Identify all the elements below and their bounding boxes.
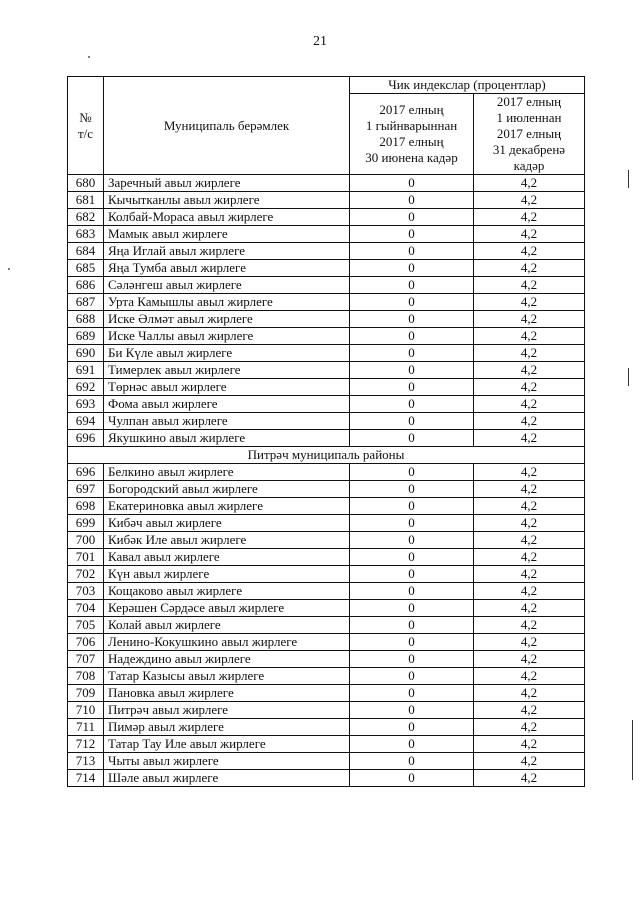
table-row [68, 481, 585, 498]
row-number: 708 [68, 668, 104, 685]
table-row [68, 634, 585, 651]
row-index-second-half: 4,2 [474, 532, 585, 549]
scan-margin-mark [632, 720, 633, 780]
header-number-symbol: № [79, 109, 92, 125]
row-index-second-half: 4,2 [474, 464, 585, 481]
table-row [68, 311, 585, 328]
table-row [68, 464, 585, 481]
table-row [68, 651, 585, 668]
table-row [68, 668, 585, 685]
row-index-first-half: 0 [350, 532, 474, 549]
table-row [68, 379, 585, 396]
row-municipality: Пимәр авыл жирлеге [104, 719, 350, 736]
header-number [68, 77, 104, 175]
row-index-second-half: 4,2 [474, 583, 585, 600]
indices-table [67, 76, 585, 787]
row-municipality: Кычытканлы авыл жирлеге [104, 192, 350, 209]
row-number: 696 [68, 464, 104, 481]
row-number: 686 [68, 277, 104, 294]
row-index-second-half: 4,2 [474, 770, 585, 787]
row-number: 696 [68, 430, 104, 447]
row-index-second-half: 4,2 [474, 498, 585, 515]
row-number: 689 [68, 328, 104, 345]
row-municipality: Урта Камышлы авыл жирлеге [104, 294, 350, 311]
row-number: 684 [68, 243, 104, 260]
row-municipality: Ленино-Кокушкино авыл жирлеге [104, 634, 350, 651]
period2-line: 2017 елның [496, 126, 562, 141]
row-number: 693 [68, 396, 104, 413]
row-number: 698 [68, 498, 104, 515]
row-number: 707 [68, 651, 104, 668]
table-row [68, 209, 585, 226]
row-index-second-half: 4,2 [474, 175, 585, 192]
scan-margin-mark [628, 368, 629, 386]
row-number: 710 [68, 702, 104, 719]
period1-line: 1 гыйнварыннан [365, 118, 458, 133]
table-body-first [68, 175, 585, 447]
row-index-second-half: 4,2 [474, 566, 585, 583]
row-index-second-half: 4,2 [474, 753, 585, 770]
row-index-second-half: 4,2 [474, 702, 585, 719]
row-index-first-half: 0 [350, 413, 474, 430]
row-index-first-half: 0 [350, 651, 474, 668]
row-index-second-half: 4,2 [474, 328, 585, 345]
row-index-first-half: 0 [350, 736, 474, 753]
row-index-first-half: 0 [350, 311, 474, 328]
row-municipality: Питрәч авыл жирлеге [104, 702, 350, 719]
row-municipality: Шәле авыл жирлеге [104, 770, 350, 787]
table-row [68, 294, 585, 311]
row-index-second-half: 4,2 [474, 396, 585, 413]
table-row [68, 600, 585, 617]
row-index-first-half: 0 [350, 294, 474, 311]
row-number: 714 [68, 770, 104, 787]
table-row [68, 430, 585, 447]
row-index-second-half: 4,2 [474, 481, 585, 498]
row-index-second-half: 4,2 [474, 617, 585, 634]
header-period-second-half [474, 94, 585, 175]
row-municipality: Белкино авыл жирлеге [104, 464, 350, 481]
row-index-second-half: 4,2 [474, 668, 585, 685]
row-number: 709 [68, 685, 104, 702]
table-row [68, 243, 585, 260]
table-row [68, 770, 585, 787]
row-index-second-half: 4,2 [474, 634, 585, 651]
row-municipality: Кощаково авыл жирлеге [104, 583, 350, 600]
row-number: 691 [68, 362, 104, 379]
row-number: 687 [68, 294, 104, 311]
row-municipality: Тимерлек авыл жирлеге [104, 362, 350, 379]
row-number: 711 [68, 719, 104, 736]
row-number: 705 [68, 617, 104, 634]
row-municipality: Татар Казысы авыл жирлеге [104, 668, 350, 685]
row-number: 690 [68, 345, 104, 362]
row-number: 700 [68, 532, 104, 549]
row-index-first-half: 0 [350, 515, 474, 532]
row-index-second-half: 4,2 [474, 226, 585, 243]
row-index-second-half: 4,2 [474, 719, 585, 736]
row-index-second-half: 4,2 [474, 430, 585, 447]
table-row [68, 396, 585, 413]
row-index-second-half: 4,2 [474, 379, 585, 396]
period2-line: 31 декабренә [492, 142, 566, 157]
row-index-second-half: 4,2 [474, 515, 585, 532]
table-row [68, 277, 585, 294]
row-index-first-half: 0 [350, 226, 474, 243]
table-row [68, 362, 585, 379]
table-row [68, 549, 585, 566]
row-index-first-half: 0 [350, 702, 474, 719]
row-municipality: Иске Әлмәт авыл жирлеге [104, 311, 350, 328]
period2-line: 1 июленнан [496, 110, 562, 125]
row-index-first-half: 0 [350, 634, 474, 651]
row-index-second-half: 4,2 [474, 260, 585, 277]
row-number: 685 [68, 260, 104, 277]
row-number: 706 [68, 634, 104, 651]
row-index-first-half: 0 [350, 209, 474, 226]
row-index-first-half: 0 [350, 260, 474, 277]
row-index-first-half: 0 [350, 362, 474, 379]
table-body-second [68, 464, 585, 787]
row-municipality: Мамык авыл жирлеге [104, 226, 350, 243]
row-index-first-half: 0 [350, 719, 474, 736]
period1-line: 2017 елның [379, 134, 444, 149]
row-municipality: Кибәк Иле авыл жирлеге [104, 532, 350, 549]
row-municipality: Иске Чаллы авыл жирлеге [104, 328, 350, 345]
row-municipality: Екатериновка авыл жирлеге [104, 498, 350, 515]
row-municipality: Би Күле авыл жирлеге [104, 345, 350, 362]
section-row [68, 447, 585, 464]
row-index-first-half: 0 [350, 464, 474, 481]
table-row [68, 583, 585, 600]
row-index-first-half: 0 [350, 668, 474, 685]
row-index-first-half: 0 [350, 175, 474, 192]
row-index-first-half: 0 [350, 770, 474, 787]
table-row [68, 260, 585, 277]
header-row-top [68, 77, 585, 94]
header-municipality: Муниципаль берәмлек [104, 77, 350, 175]
scan-speck [8, 268, 10, 270]
row-index-second-half: 4,2 [474, 413, 585, 430]
row-municipality: Кибәч авыл жирлеге [104, 515, 350, 532]
row-municipality: Чыты авыл жирлеге [104, 753, 350, 770]
row-number: 681 [68, 192, 104, 209]
row-number: 697 [68, 481, 104, 498]
row-municipality: Заречный авыл жирлеге [104, 175, 350, 192]
row-index-first-half: 0 [350, 277, 474, 294]
table-row [68, 736, 585, 753]
row-index-first-half: 0 [350, 430, 474, 447]
row-municipality: Күн авыл жирлеге [104, 566, 350, 583]
period2-line: 2017 елның [496, 94, 562, 109]
row-municipality: Яңа Иглай авыл жирлеге [104, 243, 350, 260]
header-number-abbr: т/с [77, 125, 94, 141]
row-index-second-half: 4,2 [474, 549, 585, 566]
period1-line: 30 июнена кадәр [365, 150, 458, 165]
scan-margin-mark [628, 170, 629, 188]
section-body [68, 447, 585, 464]
table-row [68, 498, 585, 515]
period2-line: кадәр [513, 158, 545, 173]
row-index-second-half: 4,2 [474, 345, 585, 362]
table-row [68, 617, 585, 634]
row-index-second-half: 4,2 [474, 294, 585, 311]
header-period-first-half [350, 94, 474, 175]
row-municipality: Керәшен Сәрдәсе авыл жирлеге [104, 600, 350, 617]
row-index-first-half: 0 [350, 685, 474, 702]
row-number: 704 [68, 600, 104, 617]
row-municipality: Яңа Тумба авыл жирлеге [104, 260, 350, 277]
row-index-second-half: 4,2 [474, 209, 585, 226]
row-number: 682 [68, 209, 104, 226]
row-municipality: Пановка авыл жирлеге [104, 685, 350, 702]
row-number: 699 [68, 515, 104, 532]
table-row [68, 566, 585, 583]
row-municipality: Төрнәс авыл жирлеге [104, 379, 350, 396]
row-index-first-half: 0 [350, 566, 474, 583]
row-number: 692 [68, 379, 104, 396]
row-index-second-half: 4,2 [474, 311, 585, 328]
row-municipality: Якушкино авыл жирлеге [104, 430, 350, 447]
period1-line: 2017 елның [379, 102, 444, 117]
row-index-first-half: 0 [350, 498, 474, 515]
row-number: 694 [68, 413, 104, 430]
row-index-first-half: 0 [350, 600, 474, 617]
row-municipality: Надеждино авыл жирлеге [104, 651, 350, 668]
row-index-second-half: 4,2 [474, 736, 585, 753]
row-index-first-half: 0 [350, 481, 474, 498]
table-row [68, 702, 585, 719]
table-row [68, 515, 585, 532]
row-municipality: Богородский авыл жирлеге [104, 481, 350, 498]
table-row [68, 345, 585, 362]
table-row [68, 226, 585, 243]
table-row [68, 192, 585, 209]
table-row [68, 175, 585, 192]
scan-speck [88, 56, 90, 58]
row-municipality: Чулпан авыл жирлеге [104, 413, 350, 430]
row-number: 688 [68, 311, 104, 328]
table-row [68, 685, 585, 702]
row-index-first-half: 0 [350, 192, 474, 209]
row-index-second-half: 4,2 [474, 600, 585, 617]
row-index-second-half: 4,2 [474, 362, 585, 379]
row-municipality: Колай авыл жирлеге [104, 617, 350, 634]
row-index-first-half: 0 [350, 328, 474, 345]
row-index-first-half: 0 [350, 583, 474, 600]
row-number: 702 [68, 566, 104, 583]
row-municipality: Кавал авыл жирлеге [104, 549, 350, 566]
row-index-second-half: 4,2 [474, 277, 585, 294]
row-number: 680 [68, 175, 104, 192]
row-index-second-half: 4,2 [474, 192, 585, 209]
row-index-second-half: 4,2 [474, 685, 585, 702]
row-index-second-half: 4,2 [474, 651, 585, 668]
row-number: 701 [68, 549, 104, 566]
row-index-first-half: 0 [350, 549, 474, 566]
row-number: 712 [68, 736, 104, 753]
row-number: 713 [68, 753, 104, 770]
table-row [68, 328, 585, 345]
table-row [68, 413, 585, 430]
table-row [68, 719, 585, 736]
table-row [68, 532, 585, 549]
row-index-first-half: 0 [350, 617, 474, 634]
page-number: 21 [313, 34, 327, 49]
row-number: 703 [68, 583, 104, 600]
row-index-first-half: 0 [350, 345, 474, 362]
header-limit-indices: Чик индекслар (процентлар) [350, 77, 585, 94]
row-municipality: Колбай-Мораса авыл жирлеге [104, 209, 350, 226]
row-municipality: Татар Тау Иле авыл жирлеге [104, 736, 350, 753]
table-row [68, 753, 585, 770]
row-municipality: Фома авыл жирлеге [104, 396, 350, 413]
row-index-first-half: 0 [350, 243, 474, 260]
row-index-first-half: 0 [350, 753, 474, 770]
row-index-first-half: 0 [350, 379, 474, 396]
row-municipality: Сәләнгеш авыл жирлеге [104, 277, 350, 294]
row-number: 683 [68, 226, 104, 243]
section-title: Питрәч муниципаль районы [68, 447, 585, 464]
row-index-first-half: 0 [350, 396, 474, 413]
row-index-second-half: 4,2 [474, 243, 585, 260]
